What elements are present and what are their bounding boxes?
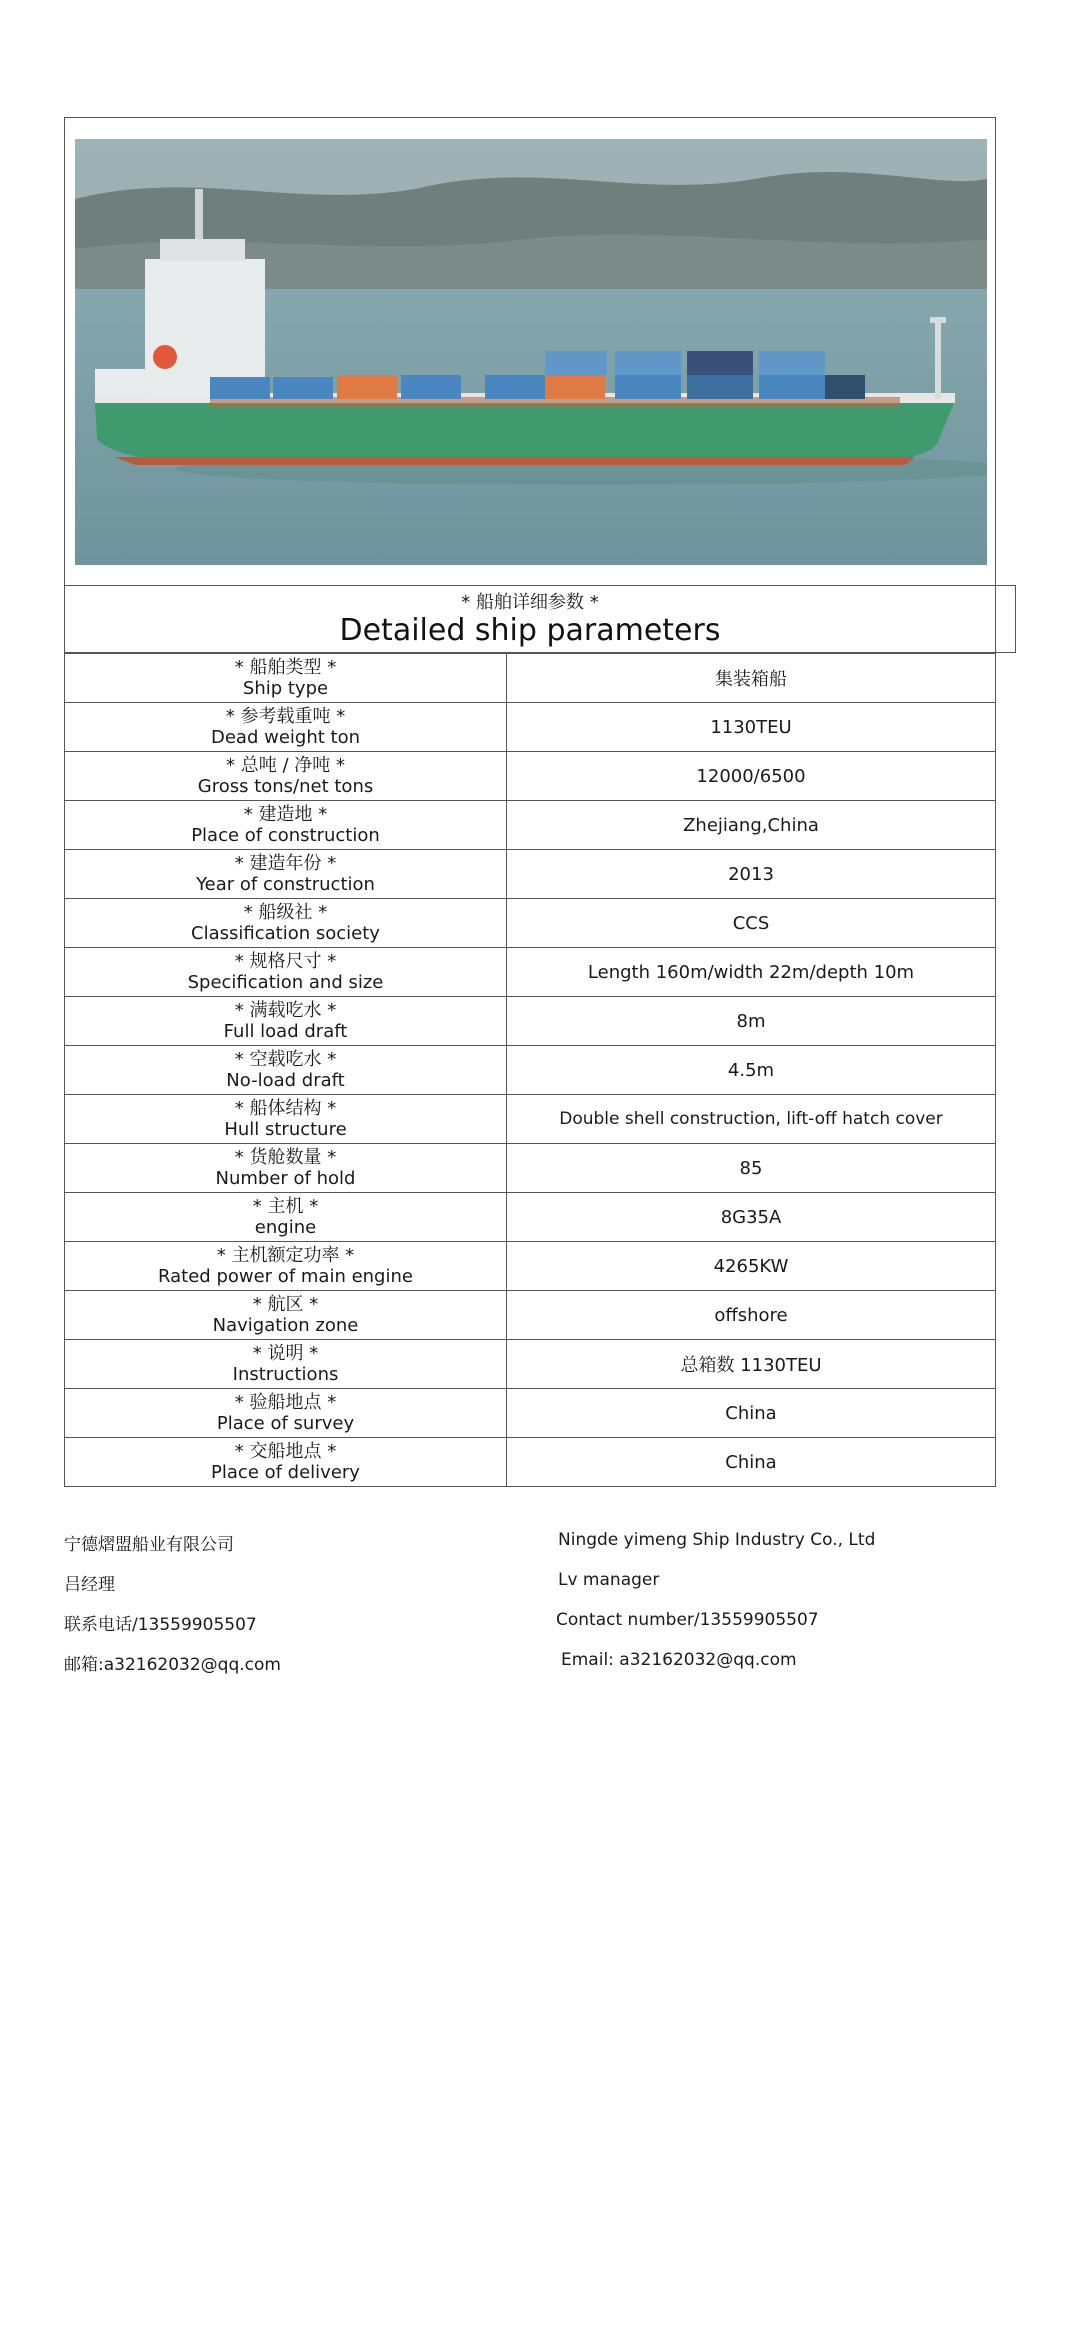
param-label — [65, 1389, 507, 1438]
company-cn: 宁德熠盟船业有限公司 — [64, 1535, 234, 1555]
label-cn: * 船级社 * — [243, 902, 328, 923]
contact-block — [64, 1530, 996, 1690]
label-cn: * 航区 * — [252, 1294, 319, 1315]
param-value: Zhejiang,China — [507, 801, 996, 850]
label-cn: * 验船地点 * — [234, 1392, 337, 1413]
param-value: 集装箱船 — [507, 654, 996, 703]
param-value: China — [507, 1389, 996, 1438]
table-row — [65, 1438, 996, 1487]
label-en: Number of hold — [215, 1168, 356, 1189]
label-en: Navigation zone — [212, 1315, 359, 1336]
param-value: 4.5m — [507, 1046, 996, 1095]
label-cn: * 船舶类型 * — [234, 657, 337, 678]
param-value: Length 160m/width 22m/depth 10m — [507, 948, 996, 997]
param-value: Double shell construction, lift-off hatch cover — [507, 1095, 996, 1144]
manager-en: Lv manager — [558, 1570, 660, 1590]
label-cn: * 货舱数量 * — [234, 1147, 337, 1168]
table-row — [65, 1144, 996, 1193]
label-en: Hull structure — [224, 1119, 347, 1140]
label-cn: * 建造地 * — [243, 804, 328, 825]
label-en: Place of delivery — [211, 1462, 360, 1483]
param-value: 1130TEU — [507, 703, 996, 752]
param-value: 8m — [507, 997, 996, 1046]
param-label — [65, 1144, 507, 1193]
label-en: Gross tons/net tons — [197, 776, 374, 797]
param-label — [65, 899, 507, 948]
param-value: China — [507, 1438, 996, 1487]
param-value: 2013 — [507, 850, 996, 899]
label-cn: * 满载吃水 * — [234, 1000, 337, 1021]
contact-row-email — [64, 1650, 996, 1690]
label-en: Classification society — [191, 923, 380, 944]
param-label — [65, 1340, 507, 1389]
table-row — [65, 1046, 996, 1095]
label-cn: * 主机 * — [252, 1196, 319, 1217]
param-label — [65, 1095, 507, 1144]
manager-cn: 吕经理 — [64, 1575, 115, 1595]
param-label — [65, 1291, 507, 1340]
table-row — [65, 801, 996, 850]
table-row — [65, 1095, 996, 1144]
title-box — [64, 585, 996, 653]
label-cn: * 建造年份 * — [234, 853, 337, 874]
label-en: Year of construction — [196, 874, 375, 895]
params-table — [64, 653, 996, 1487]
email-en[interactable]: Email: a32162032@qq.com — [561, 1650, 797, 1670]
param-label — [65, 801, 507, 850]
email-cn[interactable]: 邮箱:a32162032@qq.com — [64, 1655, 281, 1675]
param-label — [65, 1046, 507, 1095]
label-en: Place of survey — [216, 1413, 355, 1434]
label-en: Dead weight ton — [210, 727, 360, 748]
label-cn: * 总吨 / 净吨 * — [226, 755, 345, 776]
table-row — [65, 752, 996, 801]
label-en: Rated power of main engine — [158, 1266, 413, 1287]
table-row — [65, 997, 996, 1046]
param-label — [65, 997, 507, 1046]
label-cn: * 空载吃水 * — [234, 1049, 337, 1070]
label-cn: * 船体结构 * — [234, 1098, 337, 1119]
table-row — [65, 1242, 996, 1291]
ship-sheet — [64, 117, 996, 1487]
table-row — [65, 1389, 996, 1438]
param-value: 总箱数 1130TEU — [507, 1340, 996, 1389]
label-en: engine — [254, 1217, 317, 1238]
label-cn: * 说明 * — [252, 1343, 319, 1364]
table-row — [65, 948, 996, 997]
label-cn: * 规格尺寸 * — [234, 951, 337, 972]
contact-row-phone — [64, 1610, 996, 1650]
table-row — [65, 1340, 996, 1389]
label-en: Instructions — [232, 1364, 339, 1385]
param-label — [65, 1438, 507, 1487]
param-label — [65, 654, 507, 703]
ship-photo — [75, 139, 987, 565]
label-en: Full load draft — [223, 1021, 348, 1042]
param-label — [65, 948, 507, 997]
param-value: offshore — [507, 1291, 996, 1340]
param-label — [65, 752, 507, 801]
title-cn: * 船舶详细参数 * — [461, 592, 599, 613]
table-row — [65, 850, 996, 899]
param-value: 8G35A — [507, 1193, 996, 1242]
table-row — [65, 899, 996, 948]
label-cn: * 交船地点 * — [234, 1441, 337, 1462]
param-value: 4265KW — [507, 1242, 996, 1291]
param-label — [65, 850, 507, 899]
param-label — [65, 703, 507, 752]
label-en: Specification and size — [187, 972, 384, 993]
company-en: Ningde yimeng Ship Industry Co., Ltd — [558, 1530, 876, 1550]
container-ship-image — [75, 139, 987, 565]
photo-frame — [64, 117, 996, 585]
table-row — [65, 654, 996, 703]
label-cn: * 参考载重吨 * — [225, 706, 346, 727]
param-label — [65, 1242, 507, 1291]
label-en: Ship type — [242, 678, 329, 699]
param-value: 85 — [507, 1144, 996, 1193]
label-en: No-load draft — [226, 1070, 345, 1091]
param-label — [65, 1193, 507, 1242]
phone-en[interactable]: Contact number/13559905507 — [556, 1610, 819, 1630]
label-cn: * 主机额定功率 * — [216, 1245, 355, 1266]
param-value: 12000/6500 — [507, 752, 996, 801]
title-en: Detailed ship parameters — [339, 613, 721, 648]
table-row — [65, 1193, 996, 1242]
table-row — [65, 1291, 996, 1340]
table-row — [65, 703, 996, 752]
contact-row-manager — [64, 1570, 996, 1610]
phone-cn[interactable]: 联系电话/13559905507 — [64, 1615, 257, 1635]
param-value: CCS — [507, 899, 996, 948]
contact-row-company — [64, 1530, 996, 1570]
label-en: Place of construction — [191, 825, 380, 846]
